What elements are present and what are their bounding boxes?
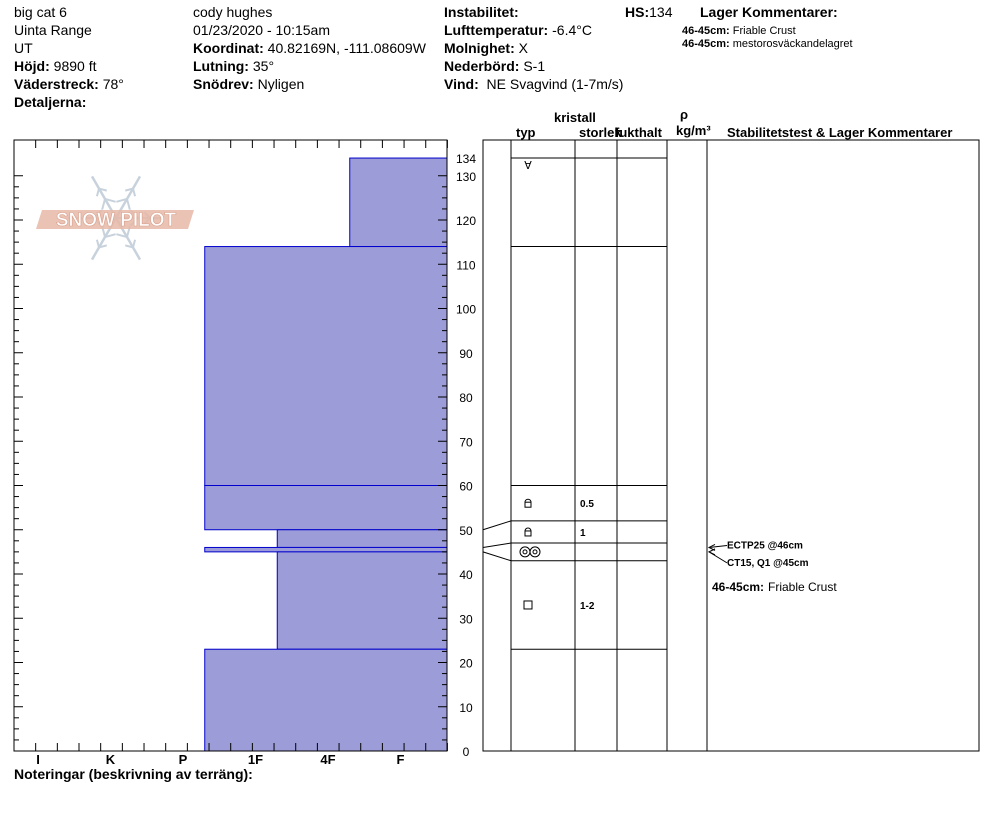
height-tick-label: 80 bbox=[459, 391, 473, 405]
aspect-value: 78° bbox=[102, 76, 124, 92]
hardness-layer bbox=[205, 486, 447, 530]
state-name: UT bbox=[14, 40, 33, 56]
height-tick-label: 10 bbox=[459, 700, 473, 715]
hardness-tick-label: 1F bbox=[247, 752, 264, 767]
hardness-layer bbox=[205, 547, 447, 551]
hardness-tick-label: P bbox=[178, 752, 188, 767]
stability-test-label: ECTP25 @46cm bbox=[727, 540, 803, 552]
stability-test-label: CT15, Q1 @45cm bbox=[727, 557, 809, 569]
crust-icon-inner bbox=[533, 550, 537, 554]
height-tick-label: 130 bbox=[455, 169, 477, 184]
height-tick-label: 110 bbox=[456, 258, 476, 273]
height-tick-label: 30 bbox=[459, 612, 473, 627]
site-name: big cat 6 bbox=[14, 4, 67, 20]
details-label: Detaljerna: bbox=[14, 94, 87, 110]
crust-icon bbox=[520, 547, 530, 557]
hardness-layer bbox=[277, 552, 447, 649]
coordinates-label: Koordinat: bbox=[193, 40, 264, 56]
precipitation-label: Nederbörd: bbox=[444, 58, 520, 74]
drift-value: Nyligen bbox=[257, 76, 305, 92]
faceted-icon bbox=[524, 601, 532, 609]
range-name: Uinta Range bbox=[14, 22, 92, 38]
hardness-tick-label: I bbox=[36, 752, 40, 767]
rounded-grain-icon bbox=[525, 502, 531, 507]
snow-height-label: HS: bbox=[625, 4, 650, 20]
layer-connector bbox=[483, 543, 511, 547]
height-tick-label: 50 bbox=[459, 523, 473, 538]
height-tick-label: 120 bbox=[455, 214, 477, 228]
logo-flake-branch bbox=[97, 240, 99, 248]
height-tick-label: 100 bbox=[455, 302, 477, 317]
datetime: 01/23/2020 - 10:15am bbox=[193, 22, 330, 38]
layer-comment-text: Friable Crust bbox=[732, 25, 796, 37]
stability-header: Stabilitetstest & Lager Kommentarer bbox=[727, 125, 953, 140]
height-tick-label: 20 bbox=[459, 656, 473, 671]
crust-icon-inner bbox=[523, 550, 527, 554]
precipitation-value: S-1 bbox=[523, 58, 546, 74]
observer: cody hughes bbox=[193, 4, 273, 20]
drift-label: Snödrev: bbox=[193, 76, 254, 92]
density-unit: kg/m³ bbox=[676, 123, 711, 138]
moisture-header: fukthalt bbox=[615, 125, 662, 140]
stab-comment-depth: 46-45cm: bbox=[712, 580, 765, 594]
wind-label: Vind: bbox=[444, 76, 479, 92]
density-symbol: ρ bbox=[680, 107, 689, 122]
rounded-grain-icon bbox=[525, 531, 531, 536]
logo-flake-branch bbox=[133, 189, 135, 197]
logo-flake-branch bbox=[133, 240, 135, 248]
crystal-size: 0.5 bbox=[580, 499, 594, 511]
crust-icon bbox=[530, 547, 540, 557]
hardness-layer bbox=[350, 158, 447, 247]
layer-comment-depth: 46-45cm: bbox=[682, 25, 730, 37]
hardness-layer bbox=[205, 649, 447, 751]
notes-label: Noteringar (beskrivning av terräng): bbox=[14, 766, 253, 782]
hardness-layer bbox=[205, 247, 447, 486]
air-temp-value: -6.4°C bbox=[552, 22, 592, 38]
crystal-size: 1 bbox=[580, 527, 586, 539]
size-header: storlek bbox=[579, 125, 622, 140]
layer-connector bbox=[483, 521, 511, 530]
logo-flake-branch bbox=[97, 189, 99, 197]
logo-flake-branch bbox=[127, 199, 130, 210]
hardness-tick-label: 4F bbox=[320, 752, 336, 767]
height-top-label: 134 bbox=[455, 152, 477, 167]
height-tick-label: 70 bbox=[459, 435, 473, 450]
slope-label: Lutning: bbox=[193, 58, 249, 74]
elevation-value: 9890 ft bbox=[53, 58, 97, 74]
air-temp-label: Lufttemperatur: bbox=[444, 22, 549, 38]
type-header: typ bbox=[516, 125, 536, 140]
snow-height-value: 134 bbox=[649, 4, 673, 20]
new-snow-icon: ∀ bbox=[524, 159, 532, 173]
coordinates-value: 40.82169N, -111.08609W bbox=[267, 40, 426, 56]
height-tick-label: 40 bbox=[459, 568, 473, 582]
crystal-size: 1-2 bbox=[580, 600, 595, 612]
layer-comment-text: mestorosväckandelagret bbox=[732, 38, 853, 50]
height-tick-label: 90 bbox=[459, 346, 473, 361]
instability-label: Instabilitet: bbox=[444, 4, 519, 20]
slope-value: 35° bbox=[252, 58, 275, 74]
cloud-cover-value: X bbox=[518, 40, 528, 56]
hardness-tick-label: K bbox=[105, 752, 116, 767]
logo-text: SNOW PILOT bbox=[55, 210, 177, 231]
logo-flake-branch bbox=[102, 199, 105, 210]
layer-comment-depth: 46-45cm: bbox=[682, 38, 730, 50]
height-tick-label: 60 bbox=[459, 479, 473, 494]
hardness-layer bbox=[277, 530, 447, 548]
crystal-header: kristall bbox=[554, 110, 596, 125]
layer-comments-title: Lager Kommentarer: bbox=[700, 4, 838, 20]
wind-value: NE Svagvind (1-7m/s) bbox=[486, 76, 624, 92]
table-frame bbox=[483, 140, 979, 751]
snowpilot-logo bbox=[36, 176, 194, 259]
layer-connector bbox=[483, 552, 511, 561]
cloud-cover-label: Molnighet: bbox=[444, 40, 515, 56]
aspect-label: Väderstreck: bbox=[14, 76, 99, 92]
stab-comment-text: Friable Crust bbox=[768, 580, 837, 594]
height-tick-label: 0 bbox=[462, 745, 470, 759]
elevation-label: Höjd: bbox=[14, 58, 50, 74]
hardness-tick-label: F bbox=[396, 752, 405, 767]
